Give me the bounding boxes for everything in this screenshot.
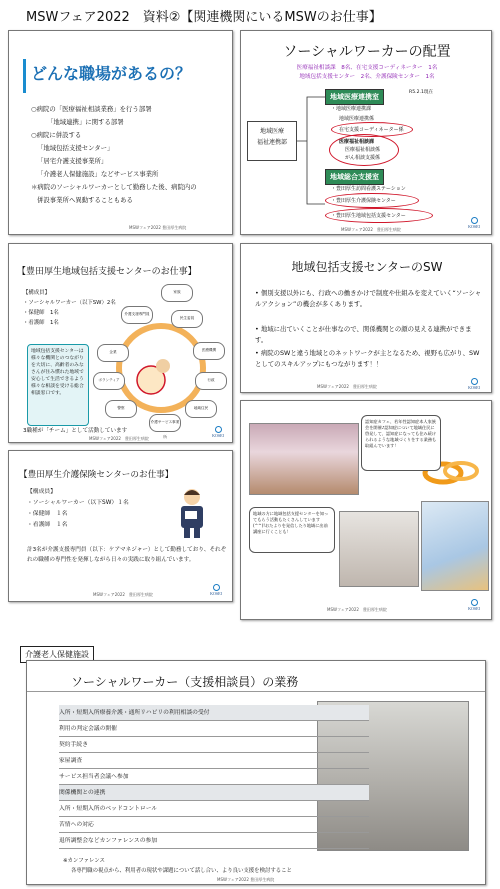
- slide-activity-photos: [240, 400, 492, 620]
- note-text: 各専門職の視点から、利用者の現状や課題について話し合い、より良い支援を検討すること: [71, 868, 292, 874]
- org-item: 地域医療連携係: [339, 116, 375, 122]
- org-item: ・豊田厚生介護保険センター: [331, 198, 396, 204]
- network-node: 民生委員: [171, 310, 203, 328]
- accent-bar: [23, 59, 26, 93]
- hospital-logo: KOSEI: [207, 426, 229, 440]
- network-node: 医療機関: [193, 342, 225, 360]
- highlight-circle: [329, 134, 399, 166]
- list-item: ○病院の「医療福祉相談業務」を行う部署: [31, 105, 152, 113]
- list-item: 「居宅介護支援事業所」: [37, 157, 108, 165]
- center-description: 地域包括支援センターは様々な機関とのつながりを大切に、高齢者のみなさんが住み慣れた地域で安心して生活できるよう様々な相談を受ける総合相談窓口です。: [27, 344, 89, 426]
- task-row: サービス担当者会議へ参加: [59, 770, 369, 785]
- network-node: ボランティア: [93, 372, 125, 390]
- task-row: 苦情への対応: [59, 818, 369, 833]
- slide-community-center: [8, 243, 233, 443]
- team-caption: 3職種が「チーム」として活動しています: [23, 428, 128, 434]
- slide-footer: MSWフェア2022 豊田厚生病院: [93, 592, 153, 597]
- network-node: 警察: [105, 400, 137, 418]
- network-node: 行政: [195, 372, 227, 390]
- page-title: MSWフェア2022 資料②【関連機関にいるMSWのお仕事】: [26, 10, 382, 25]
- network-node: 家族: [161, 284, 193, 302]
- slide-footer: MSWフェア2022 豊田厚生病院: [317, 384, 377, 389]
- org-item: ・豊田厚生地域包括支援センター: [331, 213, 406, 219]
- task-row: 入所・短期入所のベッドコントロール: [59, 802, 369, 817]
- org-item: がん相談支援係: [345, 155, 381, 161]
- slide-heading: ソーシャルワーカー（支援相談員）の業務: [71, 675, 299, 689]
- department-label: 福祉連携部: [256, 139, 287, 146]
- task-row: 退所調整会などカンファレンスの参加: [59, 834, 369, 849]
- org-connector: [297, 91, 327, 211]
- org-item: ・豊田厚生訪問看護ステーション: [331, 186, 406, 192]
- list-item: ・看護師 １名: [27, 522, 68, 528]
- task-row: 入所・短期入所療養介護・通所リハビリの利用相談の受付: [59, 706, 369, 721]
- network-node: 地域住民: [185, 400, 217, 418]
- slide-heading: 【豊田厚生介護保険センターのお仕事】: [19, 470, 174, 480]
- slide-footer: MSWフェア2022 豊田厚生病院: [129, 225, 187, 230]
- bullet-item: • 個別支援以外にも、行政への働きかけで制度や仕組みを変えていく“ソーシャルアクション”の機会が多くあります。: [255, 289, 482, 308]
- network-node: 企業: [97, 344, 129, 362]
- hospital-logo: KOSEI: [205, 584, 227, 598]
- org-item: ・地域医療連携課: [331, 106, 372, 112]
- task-row: 利用の判定会議の開催: [59, 722, 369, 737]
- list-item: 「地域包括支援センター」: [37, 144, 114, 152]
- department-box: [247, 121, 297, 161]
- slide-workplaces: [8, 30, 233, 235]
- bullet-item: • 地域に出ていくことが仕事なので、関係機関との顔の見える連携ができます。: [255, 325, 472, 344]
- slide-heading: どんな職場があるの？: [31, 64, 192, 83]
- section-box: 地域総合支援室: [325, 169, 384, 185]
- note-heading: ※カンファレンス: [63, 858, 105, 864]
- slide-community-sw: [240, 243, 492, 393]
- lecture-photo: [339, 511, 419, 587]
- section-label: 介護老人保健施設: [20, 646, 94, 663]
- staff-count-line: 医療福祉相談課 8名、在宅支援コーディネーター 1名: [296, 65, 438, 71]
- department-label: 地域医療: [259, 128, 284, 135]
- newsletter-photo: [421, 501, 489, 591]
- hospital-logo: KOSEI: [463, 378, 485, 392]
- slide-staffing: [240, 30, 492, 235]
- list-item: 併設事業所へ異動することもある: [37, 196, 133, 204]
- heading-rule: [27, 691, 486, 692]
- task-row: 家屋調査: [59, 754, 369, 769]
- slide-heading: 【豊田厚生地域包括支援センターのお仕事】: [17, 267, 197, 277]
- task-row: 契約手続き: [59, 738, 369, 753]
- list-item: 【構成員】: [27, 489, 56, 495]
- org-item: 医療福祉相談係: [345, 147, 381, 153]
- network-node: 介護支援専門員: [121, 306, 153, 324]
- list-item: ・看護師 1名: [23, 320, 59, 326]
- slide-heading: 地域包括支援センターのSW: [291, 260, 443, 274]
- list-item: ○病院に併設する: [31, 131, 82, 139]
- staff-count-line: 地域包括支援センター 2名、介護保険センター 1名: [299, 74, 435, 80]
- slide-footer: MSWフェア2022 豊田厚生病院: [89, 436, 149, 441]
- as-of-date: R5.2.1現在: [409, 90, 434, 95]
- list-item: ・ソーシャルワーカー（以下SW）１名: [27, 500, 129, 506]
- hospital-logo: KOSEI: [463, 599, 485, 613]
- section-box: 地域医療連携室: [325, 89, 384, 105]
- highlight-circle: [325, 208, 433, 223]
- list-item: ・ソーシャルワーカー（以下SW）2名: [23, 300, 116, 306]
- network-node: 介護サービス事業所: [149, 414, 181, 432]
- org-item: 医療福祉相談課: [339, 139, 375, 145]
- slide-heading: ソーシャルワーカーの配置: [283, 44, 451, 60]
- list-item: ＊病院のソーシャルワーカーとして勤務した後、病院内の: [31, 183, 197, 191]
- slide-footer: MSWフェア2022 豊田厚生病院: [217, 877, 275, 882]
- task-row: 関係機関との連携: [59, 786, 369, 801]
- description-text: 計3名が介護支援専門員（以下：ケアマネジャー）として勤務しており、それぞれの職種の専門性を発揮しながら日々の実践に取り組んでいます。: [27, 547, 227, 563]
- slide-footer: MSWフェア2022 豊田厚生病院: [327, 607, 387, 612]
- hospital-logo: KOSEI: [463, 217, 485, 231]
- highlight-circle: [325, 193, 419, 208]
- list-item: 「介護老人保健施設」などサービス事業所: [37, 170, 159, 178]
- org-item: 在宅支援コーディネーター係: [339, 127, 404, 133]
- bullet-item: • 病院のSWと違う地域とのネットワークが主となるため、視野も広がり、SWとしてのスキルアップにもつながります！！: [255, 349, 480, 368]
- members-list: [27, 487, 129, 531]
- outreach-bubble: 地域の方に地域包括支援センターを知ってもらう活動もたくさんしています(^^)!おたよりを発信したり地域に出前講座に行くことも！: [249, 507, 335, 553]
- slide-geriatric-facility: [26, 660, 486, 885]
- list-item: 【構成員】: [23, 290, 50, 296]
- slide-footer: MSWフェア2022 豊田厚生病院: [341, 227, 401, 232]
- list-item: 「地域連携」に関する部署: [47, 118, 124, 126]
- slide-care-center: [8, 450, 233, 602]
- workplace-list: [31, 103, 197, 207]
- cafe-bubble: 認知症カフェ、若年性認知症本人家族会を開催♪認知症について地域住民に啓発して、認知症になっても住み続けられるような地域づくりをする業務も取組んでいます！: [361, 415, 441, 471]
- staff-illustration: [175, 487, 209, 539]
- cafe-photo: [249, 423, 359, 495]
- list-item: ・保健師 1名: [23, 310, 59, 316]
- list-item: ・保健師 １名: [27, 511, 68, 517]
